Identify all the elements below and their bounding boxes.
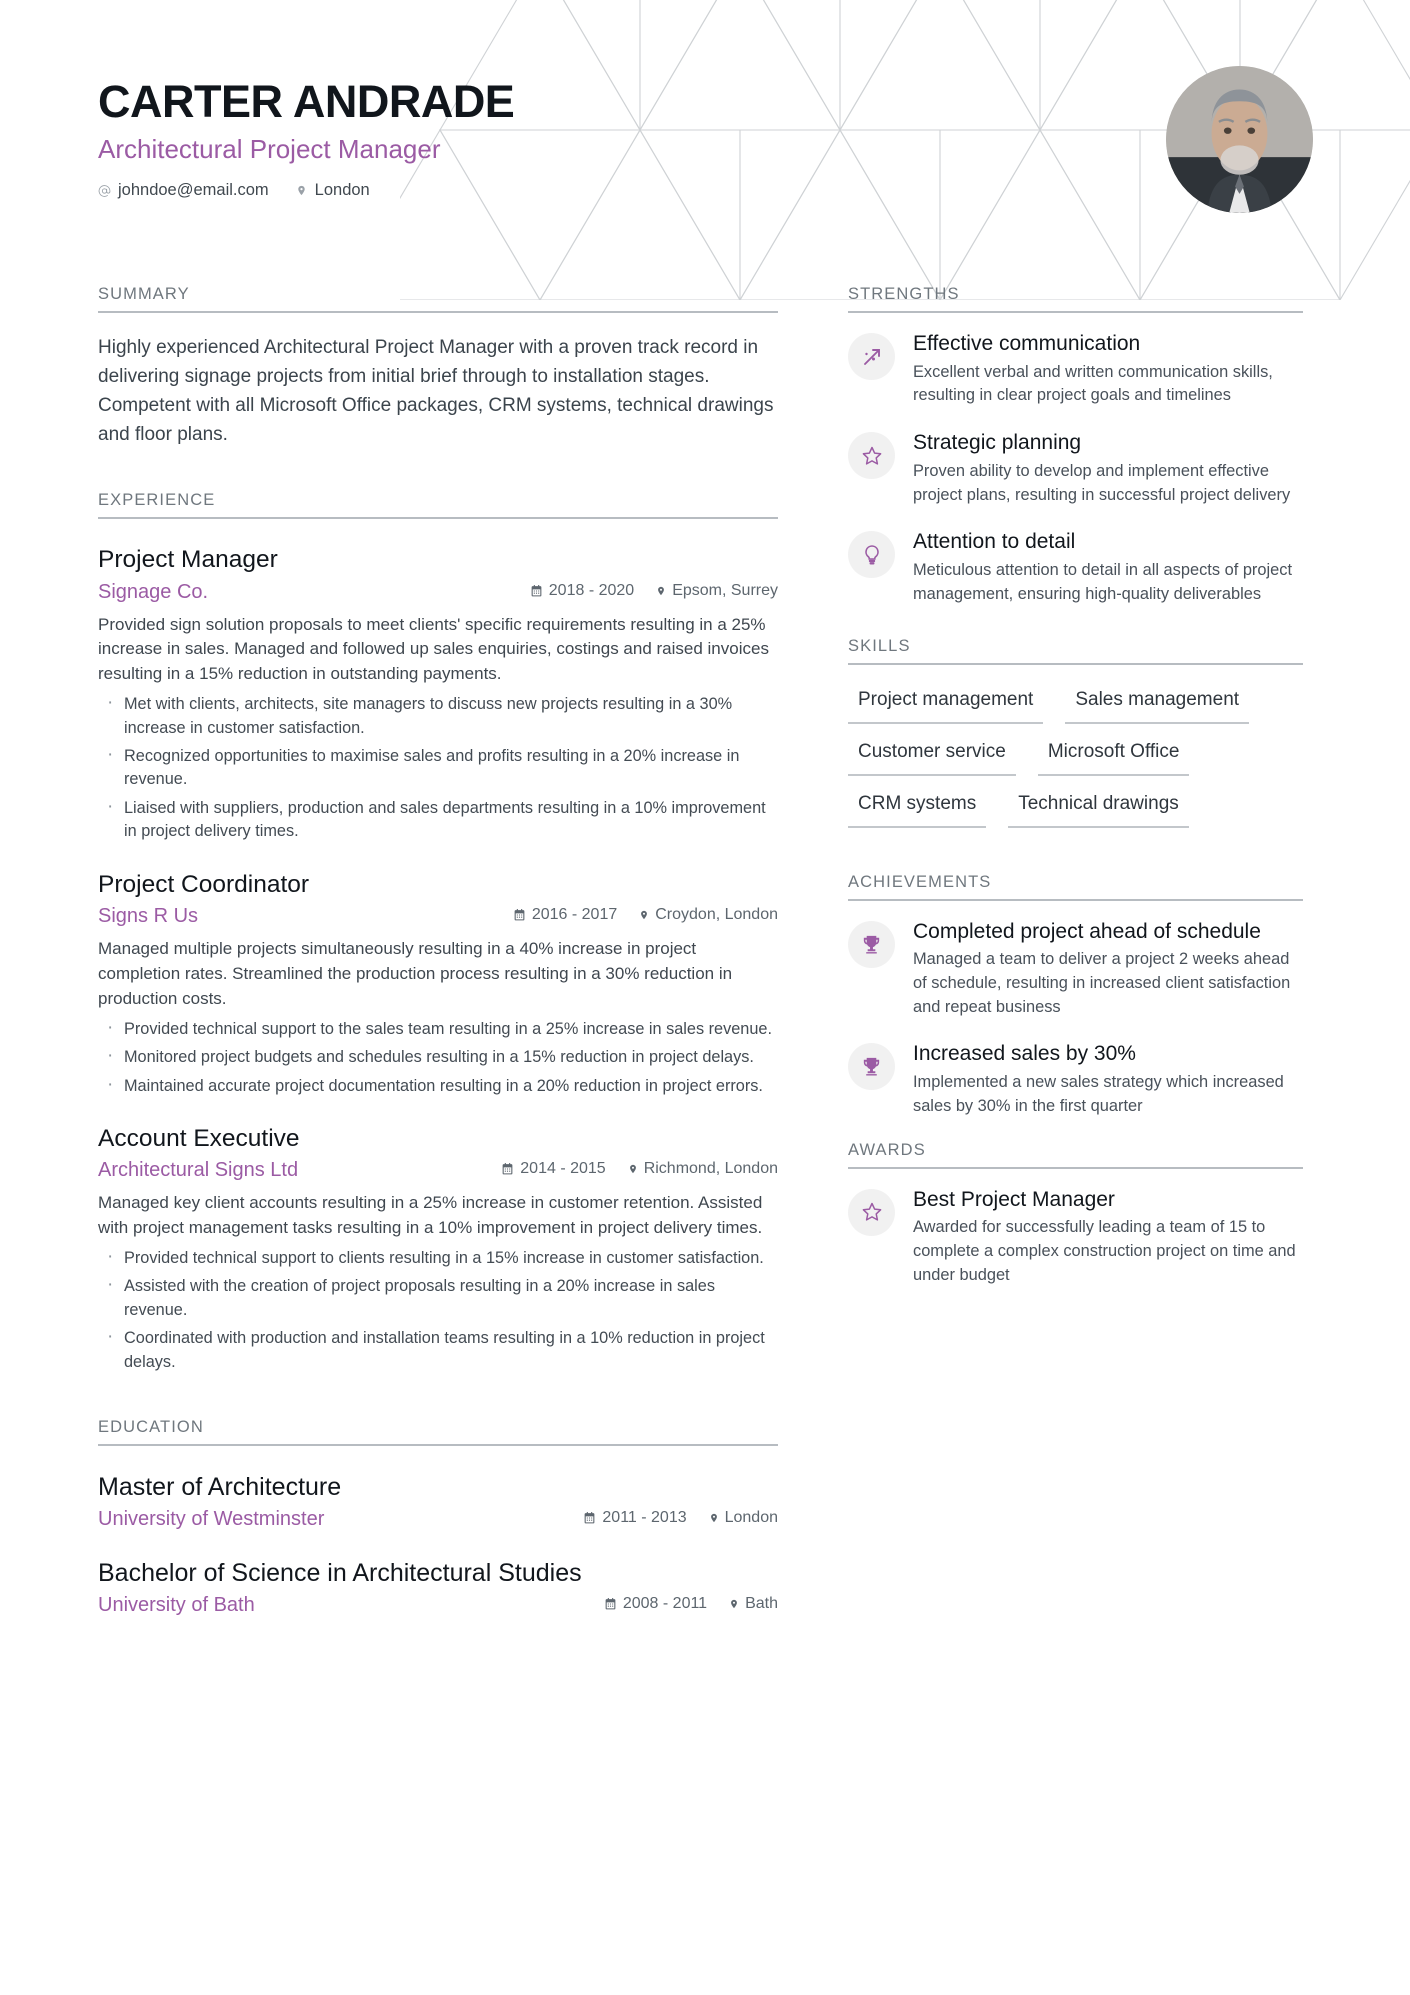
experience-entry (98, 545, 778, 844)
experience-location-text: Richmond, London (643, 1160, 778, 1178)
achievement-item (848, 1041, 1303, 1118)
achievement-title: Completed project ahead of schedule (913, 919, 1261, 943)
list-item: · Maintained accurate project documentation resulting in a 20% reduction in project errors. (98, 1075, 778, 1098)
map-pin-icon (628, 1162, 638, 1176)
education-meta-row (98, 1593, 778, 1618)
experience-dates (513, 906, 617, 924)
calendar-icon (501, 1162, 514, 1176)
education-entry (98, 1558, 778, 1618)
achievement-item (848, 919, 1303, 1020)
experience-location (656, 582, 778, 600)
experience-bullets (98, 1018, 778, 1098)
experience-bullets (98, 693, 778, 844)
map-pin-icon (729, 1597, 739, 1611)
left-column (98, 285, 778, 1621)
section-experience (98, 491, 778, 1374)
list-item: · Recognized opportunities to maximise sales and profits resulting in a 20% increase in revenue. (98, 745, 778, 792)
lightbulb-icon (848, 531, 895, 578)
at-sign-icon (98, 183, 111, 199)
strength-item (848, 331, 1303, 408)
strength-description: Proven ability to develop and implement effective project plans, resulting in successful project delivery (913, 461, 1291, 504)
achievements-list (848, 919, 1303, 1119)
section-divider (98, 517, 778, 519)
section-divider (848, 311, 1303, 313)
experience-job-title: Project Manager (98, 546, 278, 574)
achievement-description: Implemented a new sales strategy which increased sales by 30% in the first quarter (913, 1073, 1284, 1115)
experience-dates-text: 2014 - 2015 (520, 1160, 606, 1178)
contact-row (98, 181, 898, 200)
list-item: · Assisted with the creation of project proposals resulting in a 20% increase in sales revenue. (98, 1275, 778, 1322)
strength-description: Excellent verbal and written communication skills, resulting in clear project goals and timelines (913, 362, 1273, 405)
education-dates-text: 2011 - 2013 (602, 1509, 687, 1527)
map-pin-icon (656, 584, 666, 598)
section-divider (848, 899, 1303, 901)
contact-email-text: johndoe@email.com (118, 181, 269, 200)
strength-description: Meticulous attention to detail in all aspects of project management, ensuring high-quality deliverables (913, 560, 1293, 603)
star-icon (848, 1189, 895, 1236)
experience-location-text: Croydon, London (655, 906, 778, 924)
strength-item (848, 430, 1303, 507)
strength-title: Attention to detail (913, 530, 1076, 554)
experience-meta-row (98, 580, 778, 605)
section-skills (848, 637, 1303, 843)
experience-location (628, 1160, 778, 1178)
experience-job-title: Project Coordinator (98, 870, 310, 898)
achievement-title: Increased sales by 30% (913, 1042, 1136, 1066)
experience-job-title: Account Executive (98, 1124, 300, 1152)
calendar-icon (513, 908, 526, 922)
strength-item (848, 529, 1303, 606)
contact-email[interactable] (98, 181, 269, 200)
education-entry (98, 1472, 778, 1532)
map-pin-icon (295, 183, 308, 199)
list-item: · Provided technical support to clients resulting in a 15% increase in customer satisfaction. (98, 1247, 778, 1270)
experience-meta-row (98, 904, 778, 929)
experience-description: Managed multiple projects simultaneously resulting in a 40% increase in project completion rates. Streamlined the production process resulting in a 30% reduction in production costs. (98, 939, 733, 1008)
avatar-photo (1166, 66, 1313, 213)
experience-company: Signs R Us (98, 905, 199, 928)
map-pin-icon (639, 908, 649, 922)
section-heading-experience: EXPERIENCE (98, 491, 216, 510)
achievement-description: Managed a team to deliver a project 2 weeks ahead of schedule, resulting in increased client satisfaction and repeat business (913, 950, 1291, 1016)
education-location-text: Bath (745, 1595, 778, 1613)
list-item: · Provided technical support to the sales team resulting in a 25% increase in sales revenue. (98, 1018, 778, 1041)
award-item (848, 1187, 1303, 1288)
education-dates (583, 1509, 686, 1527)
map-pin-icon (709, 1511, 719, 1525)
star-icon (848, 432, 895, 479)
skill-chip: Sales management (1065, 687, 1249, 724)
experience-dates-text: 2016 - 2017 (531, 906, 618, 924)
experience-dates (530, 582, 634, 600)
section-divider (98, 311, 778, 313)
experience-entry (98, 1124, 778, 1374)
education-location-text: London (724, 1509, 778, 1527)
skill-chip: Technical drawings (1008, 791, 1189, 828)
strength-title: Strategic planning (913, 431, 1082, 455)
awards-list (848, 1187, 1303, 1288)
education-degree: Bachelor of Science in Architectural Studies (98, 1559, 582, 1588)
section-heading-summary: SUMMARY (98, 285, 190, 303)
award-description: Awarded for successfully leading a team of 15 to complete a complex construction project on time and under budget (913, 1218, 1296, 1284)
education-school: University of Bath (98, 1594, 255, 1617)
education-dates-text: 2008 - 2011 (622, 1595, 708, 1613)
contact-location (295, 181, 370, 200)
calendar-icon (583, 1511, 596, 1525)
experience-meta-row (98, 1158, 778, 1183)
list-item: · Monitored project budgets and schedules resulting in a 15% reduction in project delays. (98, 1046, 778, 1069)
trend-arrow-icon (848, 333, 895, 380)
experience-description: Managed key client accounts resulting in a 25% increase in customer retention. Assisted with project management tasks resulting in a 10% improvement in project delivery times. (98, 1193, 763, 1238)
section-divider (98, 1444, 778, 1446)
education-meta-row (98, 1507, 778, 1532)
list-item: · Coordinated with production and installation teams resulting in a 10% reduction in project delays. (98, 1327, 778, 1374)
avatar (1166, 66, 1313, 213)
summary-text: Highly experienced Architectural Project Manager with a proven track record in delivering signage projects from initial brief through to installation stages. Competent with all Microsoft Office packages, CRM systems, technical drawings and floor plans. (98, 337, 774, 446)
education-school: University of Westminster (98, 1508, 325, 1531)
strengths-list (848, 331, 1303, 607)
experience-dates (501, 1160, 605, 1178)
experience-entry (98, 870, 778, 1098)
experience-location (639, 906, 778, 924)
section-education (98, 1418, 778, 1618)
section-divider (848, 1167, 1303, 1169)
section-heading-strengths: STRENGTHS (848, 285, 960, 303)
education-location (709, 1509, 778, 1527)
trophy-icon (848, 921, 895, 968)
contact-location-text: London (314, 181, 370, 200)
section-heading-achievements: ACHIEVEMENTS (848, 872, 992, 891)
education-dates (604, 1595, 707, 1613)
calendar-icon (530, 584, 543, 598)
trophy-icon (848, 1043, 895, 1090)
skill-chip: CRM systems (848, 791, 986, 828)
section-achievements (848, 873, 1303, 1119)
strength-title: Effective communication (913, 332, 1141, 355)
resume-header (98, 78, 898, 200)
education-degree: Master of Architecture (98, 1473, 342, 1502)
section-strengths (848, 285, 1303, 607)
skill-chip: Microsoft Office (1038, 739, 1190, 776)
list-item: · Met with clients, architects, site managers to discuss new projects resulting in a 30% increase in customer satisfaction. (98, 693, 778, 740)
skill-chip: Customer service (848, 739, 1016, 776)
section-awards (848, 1141, 1303, 1288)
section-divider (848, 663, 1303, 665)
section-summary (98, 285, 778, 449)
experience-bullets (98, 1247, 778, 1374)
list-item: · Liaised with suppliers, production and sales departments resulting in a 10% improvement in project delivery times. (98, 797, 778, 844)
award-title: Best Project Manager (913, 1187, 1115, 1211)
education-location (729, 1595, 778, 1613)
skills-list (848, 687, 1303, 843)
experience-location-text: Epsom, Surrey (672, 581, 778, 599)
section-heading-skills: SKILLS (848, 636, 911, 655)
experience-company: Architectural Signs Ltd (98, 1159, 299, 1182)
section-heading-education: EDUCATION (98, 1418, 204, 1437)
calendar-icon (604, 1597, 617, 1611)
job-title: Architectural Project Manager (98, 134, 441, 165)
skill-chip: Project management (848, 687, 1043, 724)
experience-description: Provided sign solution proposals to meet clients' specific requirements resulting in a 25% increase in sales. Managed and followed up sales enquiries, costings and raised invoices resulting in a 15% reduction in outstanding payments. (98, 614, 769, 684)
page-title: CARTER ANDRADE (98, 76, 515, 127)
experience-company: Signage Co. (98, 580, 209, 603)
experience-dates-text: 2018 - 2020 (548, 581, 635, 599)
section-heading-awards: AWARDS (848, 1140, 926, 1159)
right-column (848, 285, 1303, 1310)
